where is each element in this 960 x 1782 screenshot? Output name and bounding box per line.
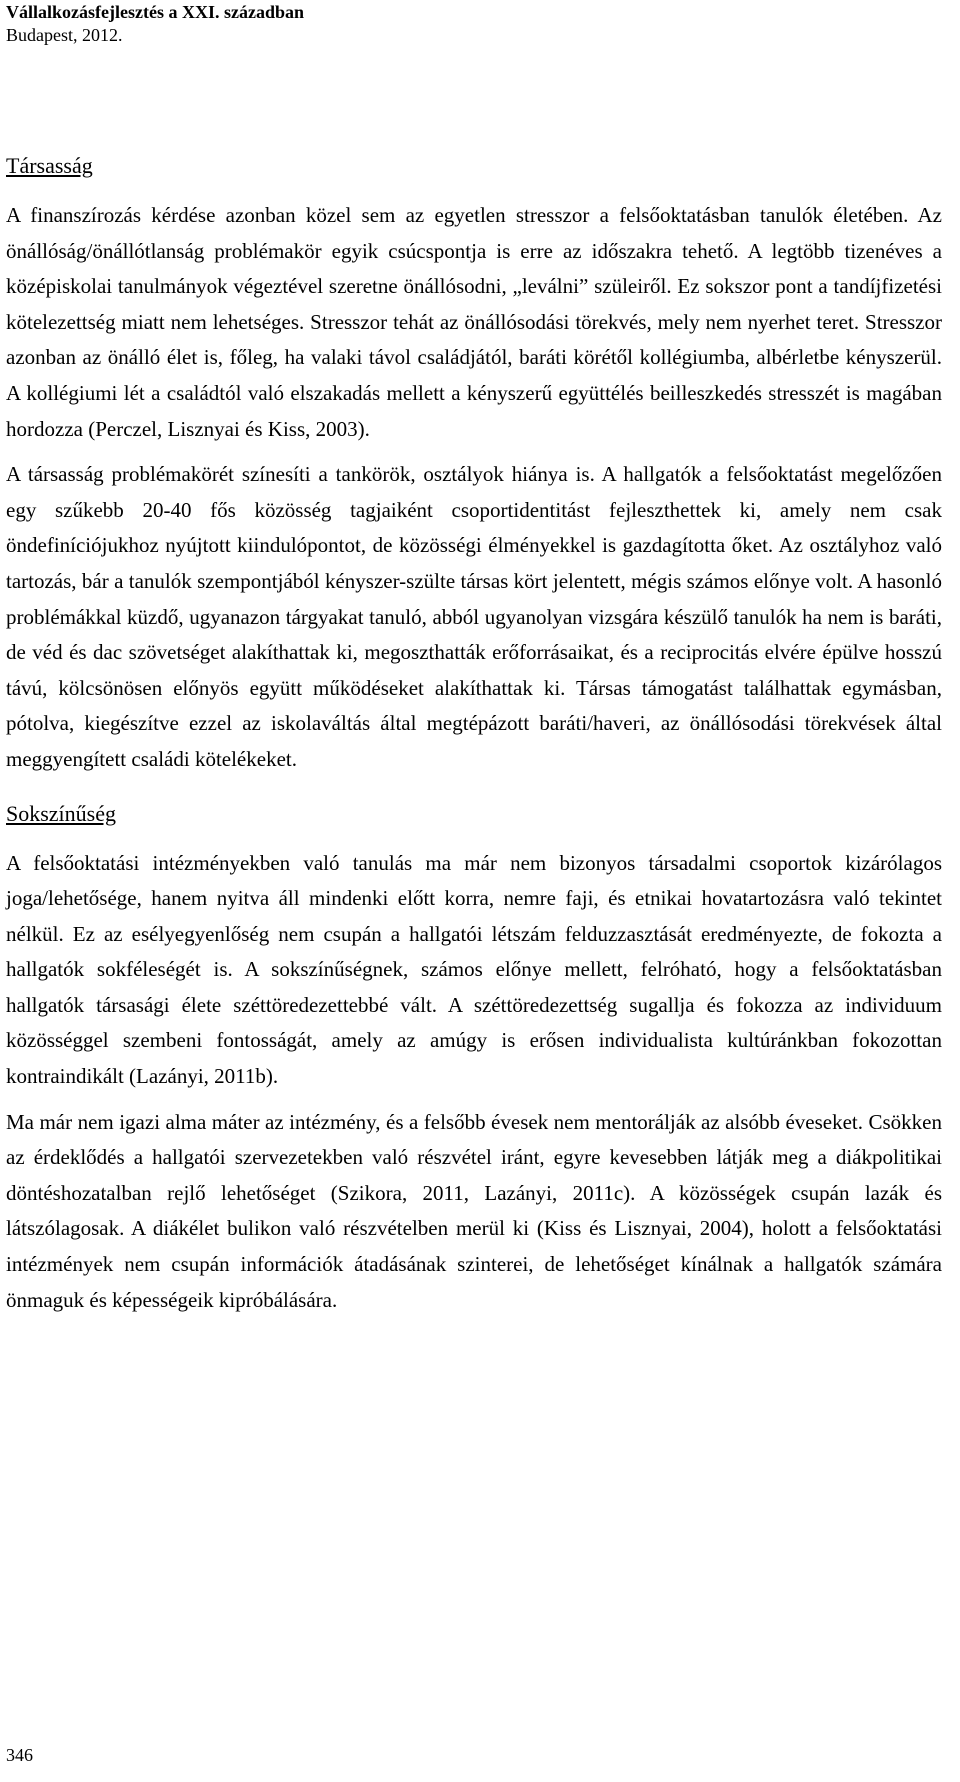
section-tarsassag [6,152,942,778]
journal-title: Vállalkozásfejlesztés a XXI. században [6,2,304,22]
place-year: Budapest, 2012. [6,25,123,45]
paragraph: A társasság problémakörét színesíti a tankörök, osztályok hiánya is. A hallgatók a felsőoktatást megelőzően egy szűkebb 20-40 fős közösség tagjaiként csoportidentitást fejleszthettek ki, amely nem csak öndefiníciójukhoz nyújtott kiindulópontot, de közösségi élményekkel is gazdagította őket. Az osztályhoz való tartozás, bár a tanulók szempontjából kényszer-szülte társas kört jelentett, mégis számos előnye volt. A hasonló problémákkal küzdő, ugyanazon tárgyakat tanuló, abból ugyanolyan vizsgára készülő tanulók ha nem is baráti, de véd és dac szövetséget alakíthattak ki, megoszthatták erőforrásaikat, és a reciprocitás elvére épülve hosszú távú, kölcsönösen előnyös együtt működéseket alakíthattak ki. Társas támogatást találhattak egymásban, pótolva, kiegészítve ezzel az iskolaváltás által megtépázott baráti/haveri, az önállósodási törekvések által meggyengített családi kötelékeket. [6,462,942,771]
paragraph: Ma már nem igazi alma máter az intézmény, és a felsőbb évesek nem mentorálják az alsóbb éveseket. Csökken az érdeklődés a hallgatói szervezetekben való részvétel iránt, egyre kevesebben látják meg a diákpolitikai döntéshozatalban rejlő lehetőséget (Szikora, 2011, Lazányi, 2011c). A közösségek csupán lazák és látszólagosak. A diákélet bulikon való részvételben merül ki (Kiss és Lisznyai, 2004), holott a felsőoktatási intézmények nem csupán információk átadásának szinterei, de lehetőséget kínálnak a hallgatók számára önmaguk és képességeik kipróbálására. [6,1109,942,1312]
page-number: 346 [6,1745,33,1765]
paragraph: A felsőoktatási intézményekben való tanulás ma már nem bizonyos társadalmi csoportok kizárólagos joga/lehetősége, hanem nyitva áll mindenki előtt korra, nemre faji, és etnikai hovatartozásra való tekintet nélkül. Ez az esélyegyenlőség nem csupán a hallgatói létszám felduzzasztását eredményezte, de fokozta a hallgatók sokféleségét is. A sokszínűségnek, számos előnye mellett, felróható, hogy a felsőoktatásban hallgatók társasági élete széttöredezettebbé vált. A széttöredezettség sugallja és fokozza az individuum közösséggel szembeni fontosságát, amely az amúgy is erősen individualista kultúránkban fokozottan kontraindikált (Lazányi, 2011b). [6,850,942,1089]
section-sokszinuseg [6,800,942,1319]
paragraph: A finanszírozás kérdése azonban közel sem az egyetlen stresszor a felsőoktatásban tanulók életében. Az önállóság/önállótlanság problémakör egyik csúcspontja is erre az időszakra tehető. A legtöbb tizenéves a középiskolai tanulmányok végeztével szeretne önállósodni, „leválni” szüleiről. Ez sokszor pont a tandíjfizetési kötelezettség miatt nem lehetséges. Stresszor tehát az önállósodási törekvés, mely nem nyerhet teret. Stresszor azonban az önálló élet is, főleg, ha valaki távol családjától, baráti körétől kollégiumba, albérletbe kényszerül. A kollégiumi lét a családtól való elszakadás mellett a kényszerű együttélés beilleszkedés stresszét is magában hordozza (Perczel, Lisznyai és Kiss, 2003). [6,203,942,441]
section-heading: Sokszínűség [6,800,116,826]
running-header [6,0,946,46]
section-heading: Társasság [6,153,93,178]
article-body [6,152,942,1318]
